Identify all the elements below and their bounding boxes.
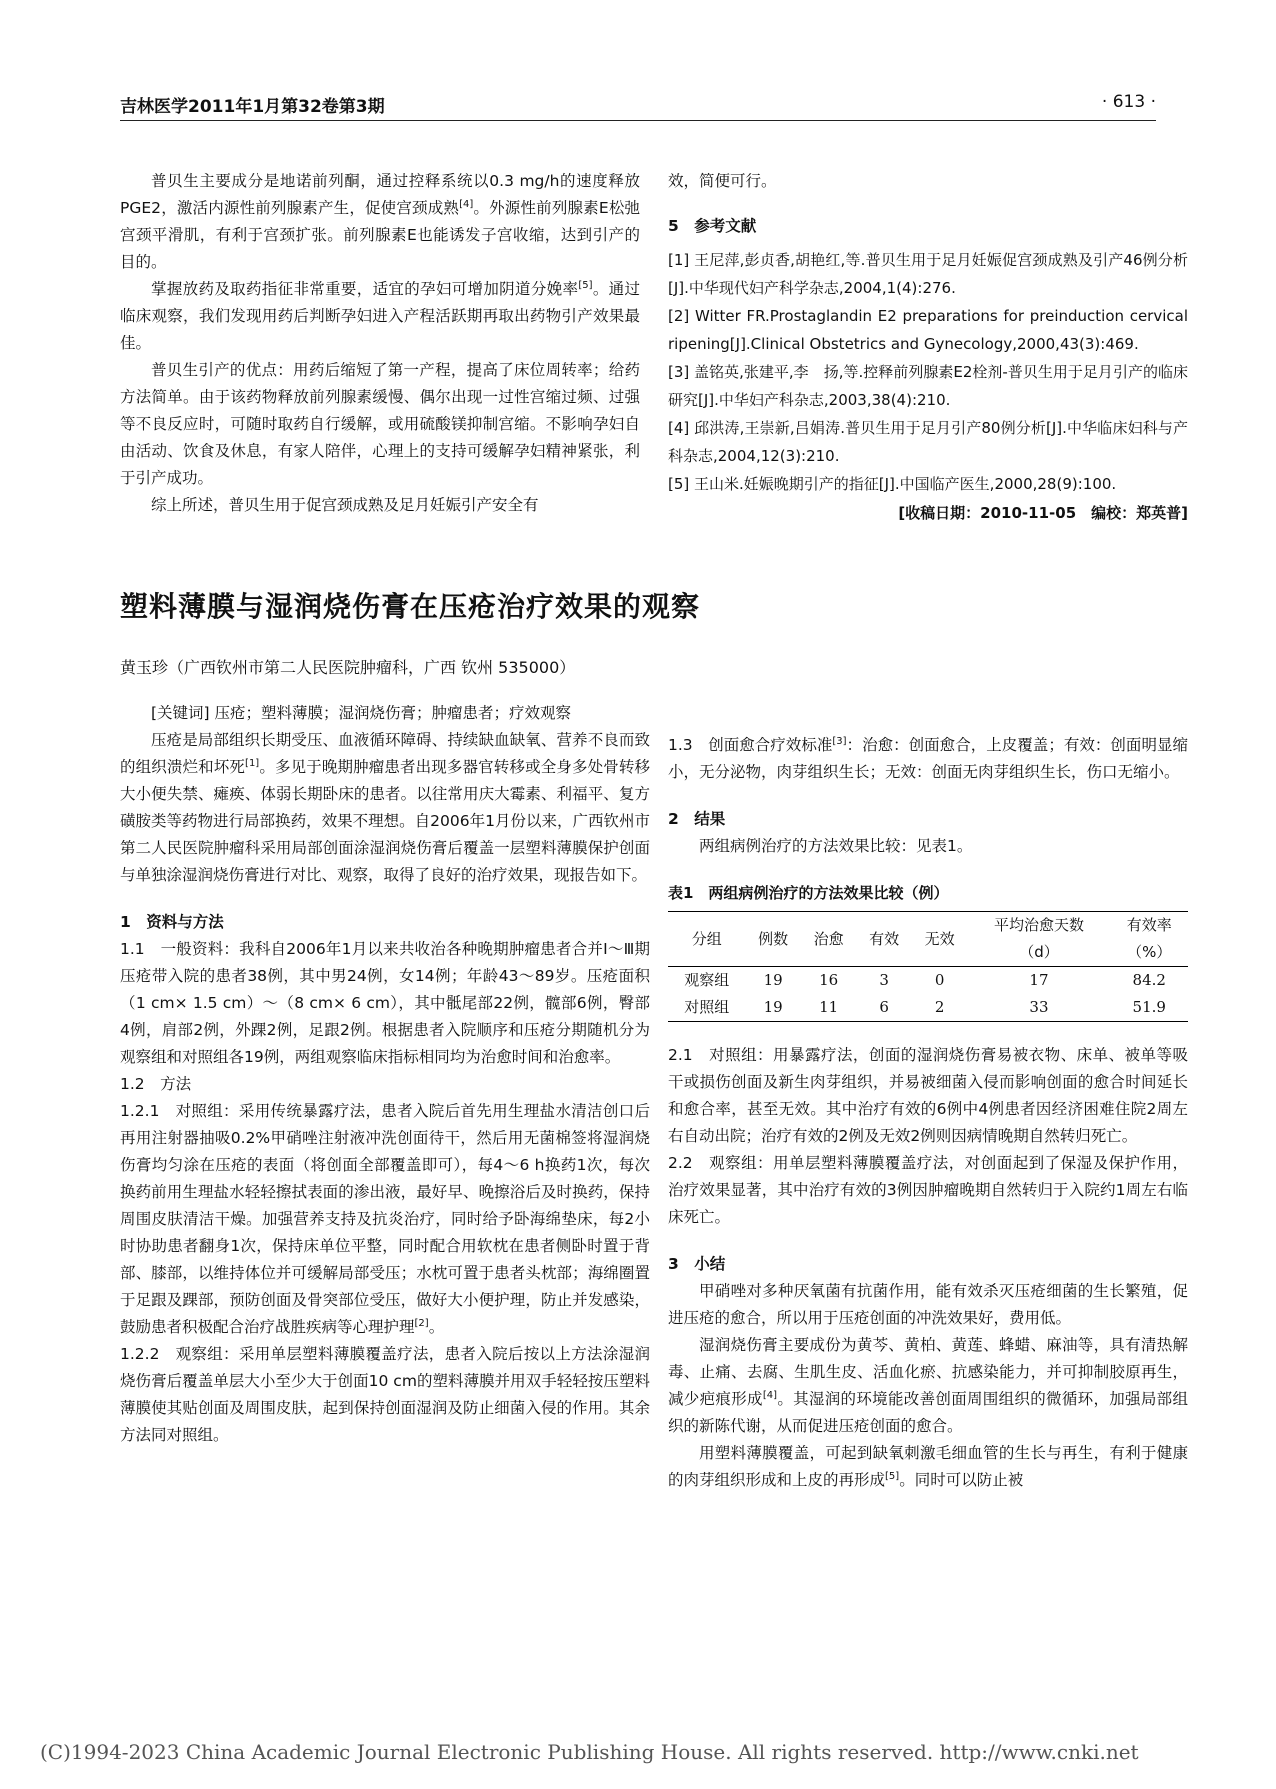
table-caption: 表1 两组病例治疗的方法效果比较（例）	[668, 884, 949, 902]
table-cell: 对照组	[668, 994, 745, 1022]
reference-item: [1] 王尼萍,彭贞香,胡艳红,等.普贝生用于足月妊娠促宫颈成熟及引产46例分析[J].中华现代妇产科学杂志,2004,1(4):276.	[668, 251, 1188, 297]
results-table	[668, 911, 1188, 1022]
section-heading: 1 资料与方法	[120, 913, 224, 931]
table-row	[668, 994, 1188, 1022]
table-header-cell: 治愈	[801, 912, 857, 967]
article-left-column	[120, 700, 650, 1449]
table-header-cell: 例数	[745, 912, 801, 967]
journal-issue: 吉林医学2011年1月第32卷第3期	[120, 97, 385, 117]
paragraph: 1.1 一般资料：我科自2006年1月以来共收治各种晚期肿瘤患者合并Ⅰ～Ⅲ期压疮带入院的患者38例，其中男24例，女14例；年龄43～89岁。压疮面积（1 cm× 1.5 cm）～（8 cm× 6 cm），其中骶尾部22例，髋部6例，臀部4例，肩部2例，外踝2例，足跟2例。根据患者入院顺序和压疮分期随机分为观察组和对照组各19例，两组观察临床指标相同均为治愈时间和治愈率。	[120, 940, 650, 1066]
paragraph: 压疮是局部组织长期受压、血液循环障碍、持续缺血缺氧、营养不良而致的组织溃烂和坏死[1]。多见于晚期肿瘤患者出现多器官转移或全身多处骨转移大小便失禁、瘫痪、体弱长期卧床的患者。以往常用庆大霉素、利福平、复方磺胺类等药物进行局部换药，效果不理想。自2006年1月份以来，广西钦州市第二人民医院肿瘤科采用局部创面涂湿润烧伤膏后覆盖一层塑料薄膜保护创面与单独涂湿润烧伤膏进行对比、观察，取得了良好的治疗效果，现报告如下。	[120, 731, 650, 884]
paragraph: 湿润烧伤膏主要成份为黄芩、黄柏、黄莲、蜂蜡、麻油等，具有清热解毒、止痛、去腐、生肌生皮、活血化瘀、抗感染能力，并可抑制胶原再生，减少疤痕形成[4]。其湿润的环境能改善创面周围组织的微循环，加强局部组织的新陈代谢，从而促进压疮创面的愈合。	[668, 1336, 1188, 1435]
prev-article-right-column	[668, 168, 1188, 527]
paragraph: 掌握放药及取药指征非常重要，适宜的孕妇可增加阴道分娩率[5]。通过临床观察，我们发现用药后判断孕妇进入产程活跃期再取出药物引产效果最佳。	[120, 279, 640, 352]
paragraph: 普贝生主要成分是地诺前列酮，通过控释系统以0.3 mg/h的速度释放PGE2，激活内源性前列腺素产生，促使宫颈成熟[4]。外源性前列腺素E松弛宫颈平滑肌，有利于宫颈扩张。前列腺素E也能诱发子宫收缩，达到引产的目的。	[120, 172, 641, 271]
table-header-cell: 无效	[912, 912, 968, 967]
table-cell: 19	[763, 971, 783, 989]
article-right-column	[668, 732, 1188, 1494]
table-cell: 11	[801, 994, 857, 1022]
received-date: [收稿日期：2010-11-05 编校：郑英普]	[898, 504, 1188, 522]
running-header	[120, 92, 1156, 121]
table-cell: 2	[912, 994, 968, 1022]
paragraph: 1.2 方法	[120, 1075, 192, 1093]
paragraph: 用塑料薄膜覆盖，可起到缺氧刺激毛细血管的生长与再生，有利于健康的肉芽组织形成和上皮的再形成[5]。同时可以防止被	[668, 1444, 1188, 1489]
prev-article-left-column	[120, 168, 640, 519]
reference-item: [4] 邱洪涛,王崇新,吕娟涛.普贝生用于足月引产80例分析[J].中华临床妇科与产科杂志,2004,12(3):210.	[668, 419, 1188, 465]
section-heading: 3 小结	[668, 1255, 726, 1273]
table-cell: 33	[967, 994, 1110, 1022]
table-cell: 17	[1029, 971, 1049, 989]
table-cell: 观察组	[684, 971, 730, 989]
paragraph: 2.2 观察组：用单层塑料薄膜覆盖疗法，对创面起到了保湿及保护作用，治疗效果显著，其中治疗有效的3例因肿瘤晚期自然转归于入院约1周左右临床死亡。	[668, 1154, 1188, 1226]
reference-item: [5] 王山米.妊娠晚期引产的指征[J].中国临产医生,2000,28(9):100.	[668, 475, 1117, 493]
paragraph: 1.3 创面愈合疗效标准[3]：治愈：创面愈合，上皮覆盖；有效：创面明显缩小，无分泌物，肉芽组织生长；无效：创面无肉芽组织生长，伤口无缩小。	[668, 735, 1188, 781]
references-heading: 5 参考文献	[668, 217, 757, 235]
author-affiliation: 黄玉珍（广西钦州市第二人民医院肿瘤科，广西 钦州 535000）	[120, 658, 576, 677]
reference-item: [2] Witter FR.Prostaglandin E2 preparations for preinduction cervical ripening[J].Clinical Obstetrics and Gynecology,2000,43(3):469.	[668, 307, 1188, 353]
paragraph: 普贝生引产的优点：用药后缩短了第一产程，提高了床位周转率；给药方法简单。由于该药物释放前列腺素缓慢、偶尔出现一过性宫缩过频、过强等不良反应时，可随时取药自行缓解，或用硫酸镁抑制宫缩。不影响孕妇自由活动、饮食及休息，有家人陪伴，心理上的支持可缓解孕妇精神紧张，利于引产成功。	[120, 361, 640, 487]
table-header-cell: 平均治愈天数 （d）	[967, 912, 1110, 967]
paragraph: 2.1 对照组：用暴露疗法，创面的湿润烧伤膏易被衣物、床单、被单等吸干或损伤创面及新生肉芽组织，并易被细菌入侵而影响创面的愈合时间延长和愈合率，甚至无效。其中治疗有效的6例中4例患者因经济困难住院2周左右自动出院；治疗有效的2例及无效2例则因病情晚期自然转归死亡。	[668, 1046, 1188, 1145]
table-cell: 51.9	[1111, 994, 1188, 1022]
table-cell: 16	[819, 971, 839, 989]
section-heading: 2 结果	[668, 810, 726, 828]
reference-list	[668, 246, 1188, 498]
page-number: · 613 ·	[1101, 92, 1156, 112]
article-title: 塑料薄膜与湿润烧伤膏在压疮治疗效果的观察	[120, 590, 701, 623]
reference-item: [3] 盖铭英,张建平,李 扬,等.控释前列腺素E2栓剂-普贝生用于足月引产的临床研究[J].中华妇产科杂志,2003,38(4):210.	[668, 363, 1188, 409]
prev-article-closing-text: 效，简便可行。	[668, 172, 777, 190]
paragraph: 两组病例治疗的方法效果比较：见表1。	[699, 837, 973, 855]
table-header-cell: 有效率 （%）	[1111, 912, 1188, 967]
paragraph: 甲硝唑对多种厌氧菌有抗菌作用，能有效杀灭压疮细菌的生长繁殖，促进压疮的愈合，所以用于压疮创面的冲洗效果好，费用低。	[668, 1282, 1188, 1327]
table-cell: 0	[934, 971, 945, 989]
table-row	[668, 967, 1188, 995]
paragraph: 1.2.2 观察组：采用单层塑料薄膜覆盖疗法，患者入院后按以上方法涂湿润烧伤膏后覆盖单层大小至少大于创面10 cm的塑料薄膜并用双手轻轻按压塑料薄膜使其贴创面及周围皮肤，起到保持创面湿润及防止细菌入侵的作用。其余方法同对照组。	[120, 1345, 650, 1444]
paragraph: 综上所述，普贝生用于促宫颈成熟及足月妊娠引产安全有	[151, 496, 539, 514]
table-cell: 3	[879, 971, 889, 989]
paragraph: 1.2.1 对照组：采用传统暴露疗法，患者入院后首先用生理盐水清洁创口后再用注射器抽吸0.2%甲硝唑注射液冲洗创面待干，然后用无菌棉签将湿润烧伤膏均匀涂在压疮的表面（将创面全部覆盖即可），每4～6 h换药1次，每次换药前用生理盐水轻轻擦拭表面的渗出液，最好早、晚擦浴后及时换药，保持周围皮肤清洁干燥。加强营养支持及抗炎治疗，同时给予卧海绵垫床，每2小时协助患者翻身1次，保持床单位平整，同时配合用软枕在患者侧卧时置于背部、膝部，以维持体位并可缓解局部受压；水枕可置于患者头枕部；海绵圈置于足跟及踝部，预防创面及骨突部位受压，做好大小便护理，防止并发感染，鼓励患者积极配合治疗战胜疾病等心理护理[2]。	[120, 1102, 650, 1336]
copyright-footer: (C)1994-2023 China Academic Journal Electronic Publishing House. All rights reserved. http://www.cnki.net	[40, 1740, 1139, 1764]
table-header-row	[668, 912, 1188, 967]
table-cell: 19	[745, 994, 801, 1022]
table-header-cell: 分组	[668, 912, 745, 967]
table-header-cell: 有效	[856, 912, 912, 967]
keywords: [关键词] 压疮；塑料薄膜；湿润烧伤膏；肿瘤患者；疗效观察	[151, 704, 572, 722]
table-cell: 6	[856, 994, 912, 1022]
table-cell: 84.2	[1132, 971, 1166, 989]
